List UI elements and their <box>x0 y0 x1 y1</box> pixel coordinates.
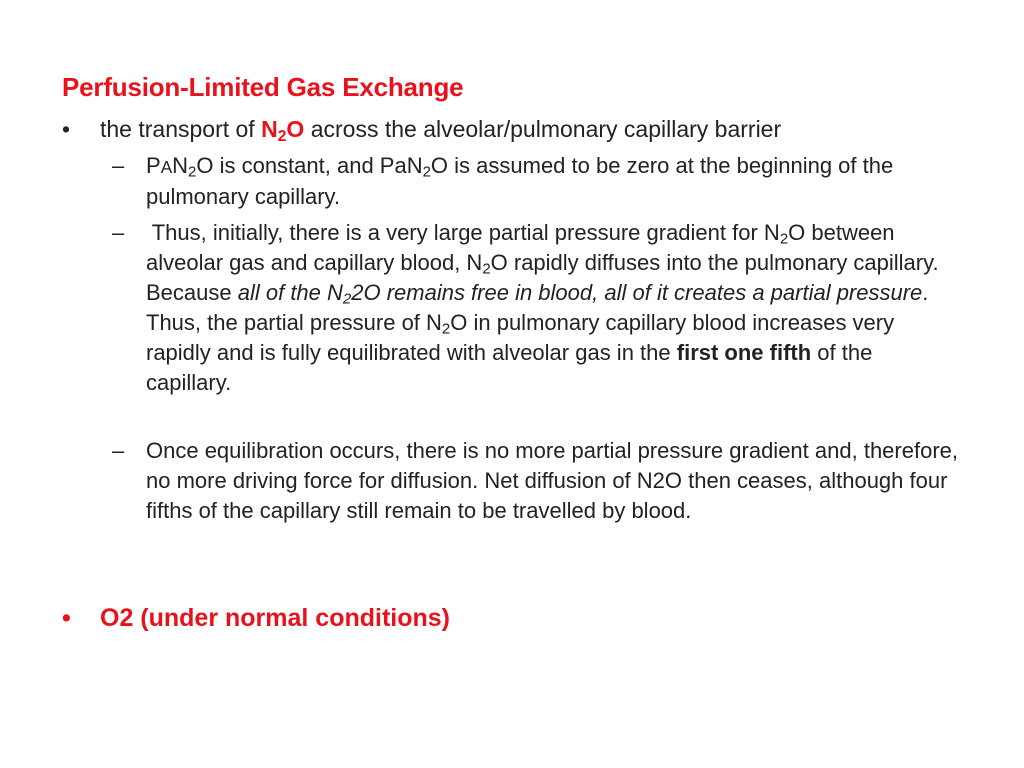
dash-icon: – <box>112 220 125 245</box>
sub-point-constant-pressure <box>112 151 962 212</box>
n2o-highlight: $N_2O$ <box>261 116 305 145</box>
bullet-o2 <box>62 604 450 633</box>
sub-point-text: Once equilibration occurs, there is no more partial pressure gradient and, therefore, no more driving force for diffusion. Net diffusion of N2O then ceases, although four fifths of the capillary still remain to be travelled by blood. <box>146 438 958 523</box>
bold-emphasis: first one fifth <box>676 340 812 365</box>
slide-title: Perfusion-Limited Gas Exchange <box>62 72 464 102</box>
sub-point-gradient <box>112 218 962 398</box>
sub-point-text: $PAN_2O$ is constant, and PaN$_2$O is assumed to be zero at the beginning of the pulmonary capillary. <box>146 153 894 209</box>
bullet-icon: • <box>62 604 71 632</box>
italic-emphasis: all of the $N_22O$ remains free in blood, all of it creates a partial pressure <box>237 280 923 308</box>
bullet-text-pre: the transport of <box>100 116 262 142</box>
bullet-icon: • <box>62 116 71 142</box>
dash-icon: – <box>112 438 125 463</box>
sub-point-equilibration <box>112 436 962 526</box>
dash-icon: – <box>112 153 125 178</box>
bullet-text: O2 (under normal conditions) <box>100 604 451 632</box>
sub-point-text: Thus, initially, there is a very large partial pressure gradient for $N_2O$ between alveolar gas and capillary blood, $N_2O$ rapidly diffuses into the pulmonary capillary. Because all of the $N_22O$ remains free in blood, all of it creates a partial pressure. Thus, the partial pressure of $N_2O$ in pulmonary capillary blood increases very rapidly and is fully equilibrated with alveolar gas in the first one fifth of the capillary. <box>146 220 939 395</box>
bullet-text-post: across the alveolar/pulmonary capillary barrier <box>304 116 782 142</box>
bullet-transport-n2o <box>62 115 781 144</box>
